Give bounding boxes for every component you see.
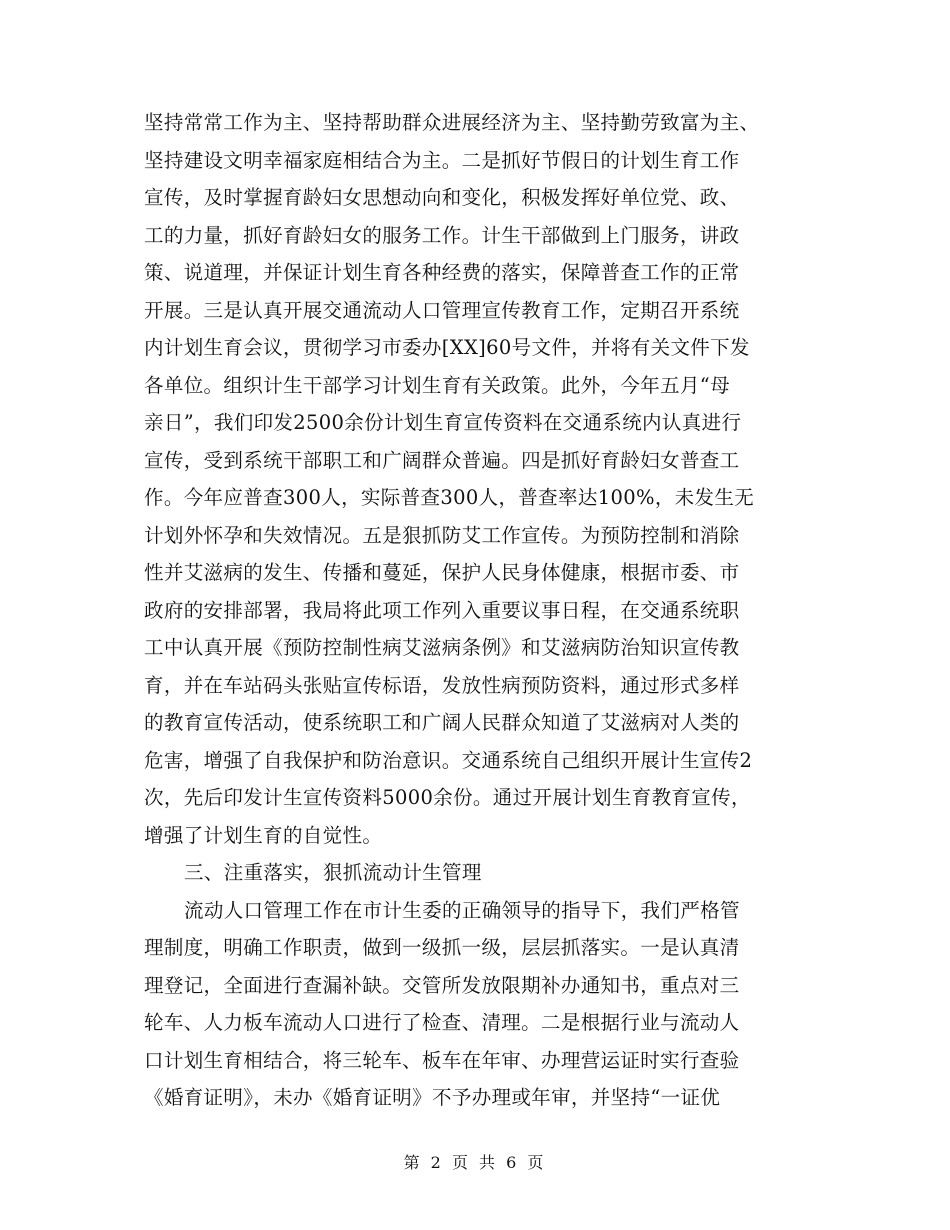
text-line: 宣传，受到系统干部职工和广阔群众普遍。四是抓好育龄妇女普查工 <box>144 448 740 472</box>
text-line: 工中认真开展《预防控制性病艾滋病条例》和艾滋病防治知识宣传教 <box>144 636 740 659</box>
text-line: 各单位。组织计生干部学习计划生育有关政策。此外，今年五月“母 <box>144 373 730 397</box>
text-line: 危害，增强了自我保护和防治意识。交通系统自己组织开展计生宣传2 <box>144 748 753 772</box>
text-line: 口计划生育相结合，将三轮车、板车在年审、办理营运证时实行查验 <box>144 1048 740 1072</box>
text-line: 性并艾滋病的发生、传播和蔓延，保护人民身体健康，根据市委、市 <box>144 561 740 584</box>
text-line: 坚持建设文明幸福家庭相结合为主。二是抓好节假日的计划生育工作 <box>144 148 740 172</box>
text-line: 次，先后印发计生宣传资料5000余份。通过开展计划生育教育宣传， <box>144 786 751 809</box>
body-text <box>144 104 814 1117</box>
text-line: 理制度，明确工作职责，做到一级抓一级，层层抓落实。一是认真清 <box>144 936 740 959</box>
text-line: 坚持常常工作为主、坚持帮助群众进展经济为主、坚持勤劳致富为主、 <box>144 111 760 134</box>
text-line: 工的力量，抓好育龄妇女的服务工作。计生干部做到上门服务，讲政 <box>144 223 740 247</box>
page-footer: 第 2 页 共 6 页 <box>403 1153 547 1172</box>
text-line: 《婚育证明》，未办《婚育证明》不予办理或年审，并坚持“一证优 <box>144 1086 721 1109</box>
text-line: 作。今年应普查300人，实际普查300人，普查率达100%，未发生无 <box>144 486 755 509</box>
text-line: 流动人口管理工作在市计生委的正确领导的指导下，我们严格管 <box>184 898 740 922</box>
text-line: 计划外怀孕和失效情况。五是狠抓防艾工作宣传。为预防控制和消除 <box>144 523 740 547</box>
text-line: 的教育宣传活动，使系统职工和广阔人民群众知道了艾滋病对人类的 <box>144 711 740 734</box>
text-line: 内计划生育会议，贯彻学习市委办[XX]60号文件，并将有关文件下发 <box>144 336 750 359</box>
text-line: 宣传，及时掌握育龄妇女思想动向和变化，积极发挥好单位党、政、 <box>144 186 740 209</box>
text-line: 育，并在车站码头张贴宣传标语，发放性病预防资料，通过形式多样 <box>144 673 740 697</box>
text-line: 理登记，全面进行查漏补缺。交管所发放限期补办通知书，重点对三 <box>144 973 740 997</box>
text-line: 增强了计划生育的自觉性。 <box>144 823 383 847</box>
text-line: 轮车、人力板车流动人口进行了检查、清理。二是根据行业与流动人 <box>144 1011 740 1034</box>
section-heading: 三、注重落实，狠抓流动计生管理 <box>184 861 482 884</box>
text-line: 开展。三是认真开展交通流动人口管理宣传教育工作，定期召开系统 <box>144 298 740 322</box>
text-line: 亲日”，我们印发2500余份计划生育宣传资料在交通系统内认真进行 <box>144 411 742 434</box>
text-line: 策、说道理，并保证计划生育各种经费的落实，保障普查工作的正常 <box>144 261 740 284</box>
text-line: 政府的安排部署，我局将此项工作列入重要议事日程，在交通系统职 <box>144 598 740 622</box>
